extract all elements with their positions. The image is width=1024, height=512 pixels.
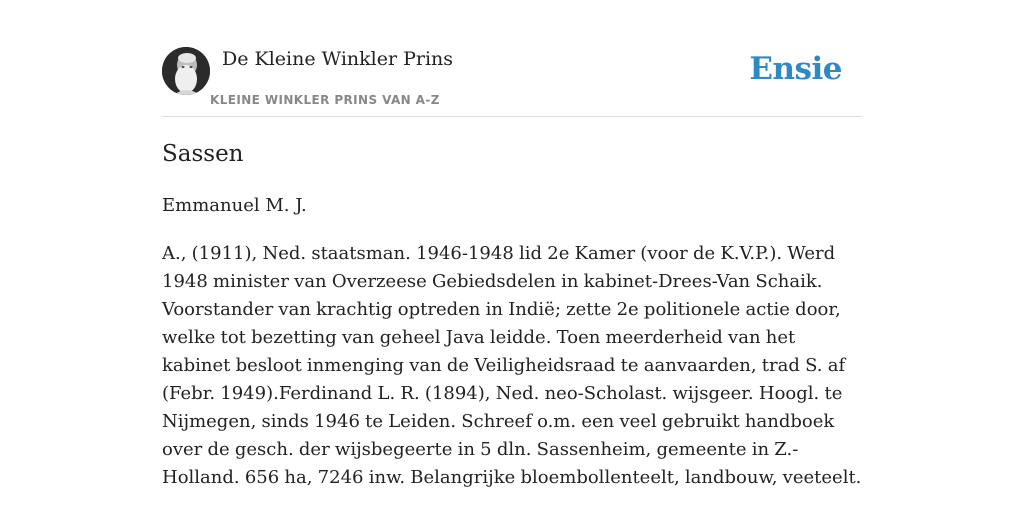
bearded-man-portrait-icon	[162, 47, 210, 95]
page	[162, 0, 862, 512]
entry-body: A., (1911), Ned. staatsman. 1946-1948 lid 2e Kamer (voor de K.V.P.). Werd 1948 minister van Overzeese Gebiedsdelen in kabinet-Drees-Van Schaik. Voorstander van krachtig optreden in Indië; zette 2e politionele actie door, welke tot bezetting van geheel Java leidde. Toen meerderheid van het kabinet besloot inmenging van de Veiligheidsraad te aanvaarden, trad S. af (Febr. 1949).Ferdinand L. R. (1894), Ned. neo-Scholast. wijsgeer. Hoogl. te Nijmegen, sinds 1946 te Leiden. Schreef o.m. een veel gebruikt handboek over de gesch. der wijsbegeerte in 5 dln. Sassenheim, gemeente in Z.-Holland. 656 ha, 7246 inw. Belangrijke bloembollenteelt, landbouw, veeteelt.	[162, 243, 862, 488]
entry-title: Sassen	[162, 141, 244, 167]
book-title[interactable]: De Kleine Winkler Prins	[222, 48, 454, 70]
header	[162, 0, 862, 117]
entry-subtitle: Emmanuel M. J.	[162, 195, 307, 216]
book-subtitle[interactable]: KLEINE WINKLER PRINS VAN A-Z	[210, 93, 440, 107]
brand-logo[interactable]: Ensie	[749, 51, 842, 87]
author-avatar[interactable]	[162, 47, 210, 95]
